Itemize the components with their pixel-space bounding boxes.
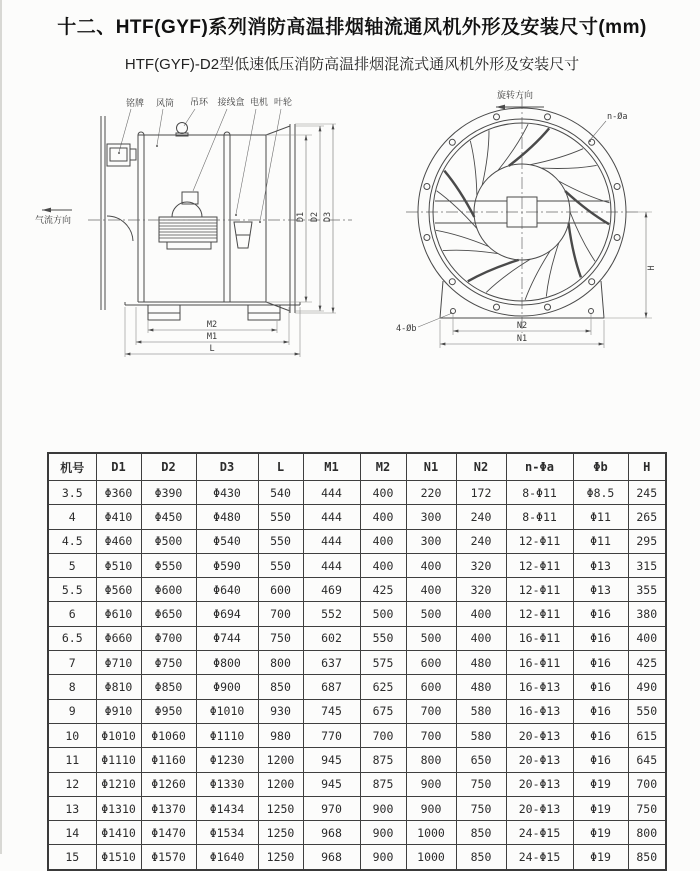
table-cell: 16-Φ11 [506,651,573,675]
table-cell: Φ16 [573,626,628,650]
table-cell: 4 [48,505,96,529]
diameter-dimensions [266,124,336,313]
table-cell: Φ11 [573,505,628,529]
table-cell: Φ1230 [196,748,258,772]
table-cell: Φ1570 [141,845,196,870]
column-header: N2 [456,453,506,481]
table-cell: 400 [360,505,406,529]
table-cell: 400 [360,553,406,577]
dim-label-m1: M1 [206,332,218,342]
table-cell: Φ16 [573,651,628,675]
table-cell: 300 [406,529,456,553]
column-header: D3 [196,453,258,481]
base-bolt-label: 4-Øb [396,324,417,334]
table-cell: 750 [456,772,506,796]
table-row [48,772,666,796]
table-cell: 968 [303,845,360,870]
table-cell: 875 [360,748,406,772]
table-cell: 10 [48,723,96,747]
table-cell: Φ16 [573,723,628,747]
table-cell: 24-Φ15 [506,845,573,870]
table-cell: 700 [406,723,456,747]
table-cell: Φ480 [196,505,258,529]
table-cell: 637 [303,651,360,675]
table-cell: Φ850 [141,675,196,699]
table-cell: Φ650 [141,602,196,626]
table-cell: Φ600 [141,578,196,602]
table-row [48,602,666,626]
table-header-row [48,453,666,481]
table-cell: Φ1010 [96,723,141,747]
table-cell: Φ1060 [141,723,196,747]
table-cell: 425 [628,651,666,675]
table-cell: 1250 [258,796,303,820]
table-cell: Φ19 [573,796,628,820]
table-cell: 550 [360,626,406,650]
table-cell: 687 [303,675,360,699]
table-cell: 675 [360,699,406,723]
impeller-blade-edge [470,141,477,196]
table-cell: Φ590 [196,553,258,577]
table-cell: Φ750 [141,651,196,675]
table-cell: Φ1410 [96,821,141,845]
table-cell: Φ8.5 [573,481,628,505]
table-cell: 444 [303,553,360,577]
table-cell: 600 [406,651,456,675]
table-cell: 850 [628,845,666,870]
table-cell: 480 [456,651,506,675]
table-cell: 20-Φ13 [506,748,573,772]
table-cell: 444 [303,529,360,553]
table-cell: 602 [303,626,360,650]
table-cell: Φ700 [141,626,196,650]
table-cell: 625 [360,675,406,699]
motor-fins [159,220,217,238]
table-cell: 750 [456,796,506,820]
table-cell: 850 [456,821,506,845]
table-cell: Φ1434 [196,796,258,820]
table-row [48,748,666,772]
table-cell: 800 [628,821,666,845]
table-cell: Φ1110 [196,723,258,747]
table-cell: 580 [456,723,506,747]
table-cell: 315 [628,553,666,577]
dim-label-d2: D2 [310,211,320,223]
height-dimension [605,212,657,318]
table-cell: 900 [360,796,406,820]
table-row [48,821,666,845]
table-cell: 745 [303,699,360,723]
table-cell: 425 [360,578,406,602]
flange-bolt-hole [545,304,551,310]
table-cell: 575 [360,651,406,675]
table-cell: 615 [628,723,666,747]
table-cell: 490 [628,675,666,699]
table-cell: 320 [456,578,506,602]
impeller-blade-edge [565,191,609,224]
table-row [48,675,666,699]
table-cell: Φ540 [196,529,258,553]
table-cell: 650 [456,748,506,772]
table-cell: Φ16 [573,602,628,626]
table-cell: 945 [303,772,360,796]
column-header: n-Φa [506,453,573,481]
mounting-base [125,302,300,320]
table-cell: Φ19 [573,821,628,845]
table-cell: Φ1534 [196,821,258,845]
flange-bolt-hole [449,279,455,285]
table-cell: 700 [628,772,666,796]
table-cell: 1000 [406,821,456,845]
dim-label-h: H [647,265,657,271]
table-cell: 700 [406,699,456,723]
table-cell: Φ1370 [141,796,196,820]
table-cell: 295 [628,529,666,553]
bottom-dimensions [125,307,300,357]
table-cell: 552 [303,602,360,626]
table-cell: 550 [258,529,303,553]
table-row [48,845,666,870]
flange-bolt-hole [449,139,455,145]
column-header: M1 [303,453,360,481]
table-cell: 850 [456,845,506,870]
table-cell: Φ1510 [96,845,141,870]
table-cell: Φ390 [141,481,196,505]
part-label-nameplate: 铭牌 [125,98,145,108]
table-cell: Φ11 [573,529,628,553]
table-cell: 540 [258,481,303,505]
lifting-ring [176,123,188,137]
table-cell: Φ460 [96,529,141,553]
page-subtitle: HTF(GYF)-D2型低速低压消防高温排烟混流式通风机外形及安装尺寸 [124,56,580,73]
table-cell: 11 [48,748,96,772]
base-hole-callout [396,312,452,334]
table-cell: 900 [360,845,406,870]
impeller-blade-edge [530,149,583,165]
impeller-blade-edge [546,243,559,297]
table-cell: 245 [628,481,666,505]
column-header: M2 [360,453,406,481]
table-cell: 20-Φ13 [506,796,573,820]
table-cell: 355 [628,578,666,602]
impeller-blade-edge [482,130,489,185]
table-cell: Φ13 [573,578,628,602]
airflow-label: 气流方向 [35,215,72,225]
table-cell: Φ660 [96,626,141,650]
table-cell: 400 [360,481,406,505]
table-cell: 9 [48,699,96,723]
table-cell: 4.5 [48,529,96,553]
inlet-wall [101,116,105,310]
table-cell: Φ1330 [196,772,258,796]
impeller-blade-edge [542,165,597,168]
flange-bolt-hole [545,114,551,120]
table-row [48,553,666,577]
part-label-lifting-ring: 吊环 [189,97,209,107]
nameplate [107,144,136,166]
table-cell: 968 [303,821,360,845]
dim-label-n2: N2 [516,321,528,331]
table-cell: 240 [456,505,506,529]
table-cell: 240 [456,529,506,553]
flange-bolt-label: n-Øa [607,112,628,122]
table-cell: Φ13 [573,553,628,577]
table-cell: 3.5 [48,481,96,505]
table-cell: Φ19 [573,845,628,870]
table-cell: 500 [406,626,456,650]
table-row [48,481,666,505]
table-row [48,651,666,675]
table-cell: 20-Φ13 [506,723,573,747]
table-cell: 16-Φ11 [506,626,573,650]
table-cell: 16-Φ13 [506,675,573,699]
table-cell: 900 [360,821,406,845]
side-view-drawing [30,92,365,387]
front-view-drawing [394,85,699,380]
table-cell: Φ1260 [141,772,196,796]
table-cell: Φ610 [96,602,141,626]
table-cell: 850 [258,675,303,699]
table-cell: 172 [456,481,506,505]
table-cell: 220 [406,481,456,505]
table-cell: 480 [456,675,506,699]
table-cell: Φ950 [141,699,196,723]
table-cell: 1200 [258,748,303,772]
table-cell: Φ1160 [141,748,196,772]
table-cell: Φ640 [196,578,258,602]
motor [159,202,217,249]
table-row [48,626,666,650]
impeller-blade-edge [443,250,498,253]
table-cell: 770 [303,723,360,747]
table-cell: 1000 [406,845,456,870]
table-cell: 320 [456,553,506,577]
table-cell: Φ1470 [141,821,196,845]
column-header: 机号 [48,453,96,481]
part-leader-lines [118,109,281,223]
impeller [234,222,252,248]
flange-bolt-hole [424,235,430,241]
table-cell: 750 [258,626,303,650]
table-cell: Φ360 [96,481,141,505]
table-cell: 24-Φ15 [506,821,573,845]
page-title: 十二、HTF(GYF)系列消防高温排烟轴流通风机外形及安装尺寸(mm) [57,17,647,38]
table-cell: 550 [258,553,303,577]
table-cell: Φ1310 [96,796,141,820]
table-cell: Φ19 [573,772,628,796]
column-header: N1 [406,453,456,481]
column-header: Φb [573,453,628,481]
table-cell: 12 [48,772,96,796]
table-cell: 600 [258,578,303,602]
flange-bolt-hole [589,279,595,285]
table-cell: 12-Φ11 [506,602,573,626]
table-cell: 400 [406,553,456,577]
table-cell: 645 [628,748,666,772]
part-label-motor: 电机 [249,97,269,107]
table-cell: 400 [628,626,666,650]
impeller-blade-edge [569,224,581,278]
table-cell: 400 [360,529,406,553]
dim-label-d3: D3 [323,211,333,223]
table-cell: Φ1640 [196,845,258,870]
table-cell: 5.5 [48,578,96,602]
table-cell: 400 [456,602,506,626]
table-cell: 5 [48,553,96,577]
table-cell: 550 [628,699,666,723]
table-cell: 300 [406,505,456,529]
table-cell: 8-Φ11 [506,505,573,529]
rotation-direction-label: 旋转方向 [496,90,534,100]
column-header: D1 [96,453,141,481]
table-cell: Φ450 [141,505,196,529]
table-row [48,723,666,747]
table-cell: 500 [406,602,456,626]
table-cell: 400 [406,578,456,602]
table-cell: 6.5 [48,626,96,650]
table-cell: 12-Φ11 [506,578,573,602]
table-row [48,578,666,602]
table-cell: 700 [360,723,406,747]
table-cell: 945 [303,748,360,772]
table-cell: 600 [406,675,456,699]
table-cell: 6 [48,602,96,626]
table-cell: 700 [258,602,303,626]
table-cell: 580 [456,699,506,723]
table-cell: 8 [48,675,96,699]
table-cell: Φ16 [573,675,628,699]
flange-bolt-hole [494,304,500,310]
table-cell: Φ900 [196,675,258,699]
table-cell: 550 [258,505,303,529]
table-cell: 13 [48,796,96,820]
impeller-blade-edge [436,230,489,246]
table-cell: 12-Φ11 [506,529,573,553]
dimension-table [47,452,667,871]
flange-bolt-hole [614,184,620,190]
table-cell: 900 [406,796,456,820]
table-cell: 15 [48,845,96,870]
impeller-blade-edge [468,260,519,281]
table-cell: Φ550 [141,553,196,577]
table-cell: Φ16 [573,748,628,772]
table-cell: 900 [406,772,456,796]
column-header: D2 [141,453,196,481]
table-cell: 970 [303,796,360,820]
dim-label-n1: N1 [516,334,528,344]
table-cell: Φ694 [196,602,258,626]
airflow-direction [35,210,72,225]
table-cell: 12-Φ11 [506,553,573,577]
table-cell: 930 [258,699,303,723]
table-cell: Φ744 [196,626,258,650]
table-cell: 1250 [258,845,303,870]
dim-label-l: L [209,344,215,354]
table-cell: 265 [628,505,666,529]
table-row [48,796,666,820]
table-cell: 7 [48,651,96,675]
flange-bolt-hole [614,235,620,241]
table-cell: Φ16 [573,699,628,723]
table-cell: 800 [406,748,456,772]
flange-bolt-hole [424,184,430,190]
table-cell: Φ410 [96,505,141,529]
table-cell: 400 [456,626,506,650]
table-cell: Φ710 [96,651,141,675]
column-header: L [258,453,303,481]
table-cell: Φ510 [96,553,141,577]
table-cell: 380 [628,602,666,626]
table-cell: 1250 [258,821,303,845]
table-cell: Φ800 [196,651,258,675]
column-header: H [628,453,666,481]
part-label-impeller: 叶轮 [273,97,293,107]
table-row [48,699,666,723]
table-cell: 875 [360,772,406,796]
table-cell: Φ1010 [196,699,258,723]
table-cell: 469 [303,578,360,602]
table-row [48,529,666,553]
table-cell: 750 [628,796,666,820]
table-cell: Φ910 [96,699,141,723]
table-cell: Φ1210 [96,772,141,796]
table-cell: 444 [303,481,360,505]
table-cell: 500 [360,602,406,626]
table-cell: 20-Φ13 [506,772,573,796]
table-cell: 8-Φ11 [506,481,573,505]
flange-bolt-hole [494,114,500,120]
table-cell: 16-Φ13 [506,699,573,723]
table-row [48,505,666,529]
dim-label-d1: D1 [296,211,306,223]
table-cell: 14 [48,821,96,845]
part-label-duct: 风筒 [155,98,175,108]
part-label-junction-box: 接线盒 [217,97,245,107]
table-cell: 1200 [258,772,303,796]
table-cell: 444 [303,505,360,529]
table-cell: Φ810 [96,675,141,699]
table-cell: Φ1110 [96,748,141,772]
table-cell: Φ560 [96,578,141,602]
base-bolt-hole [589,309,594,314]
table-cell: Φ500 [141,529,196,553]
table-cell: 800 [258,651,303,675]
table-cell: Φ430 [196,481,258,505]
dim-label-m2: M2 [206,320,218,330]
table-cell: 980 [258,723,303,747]
